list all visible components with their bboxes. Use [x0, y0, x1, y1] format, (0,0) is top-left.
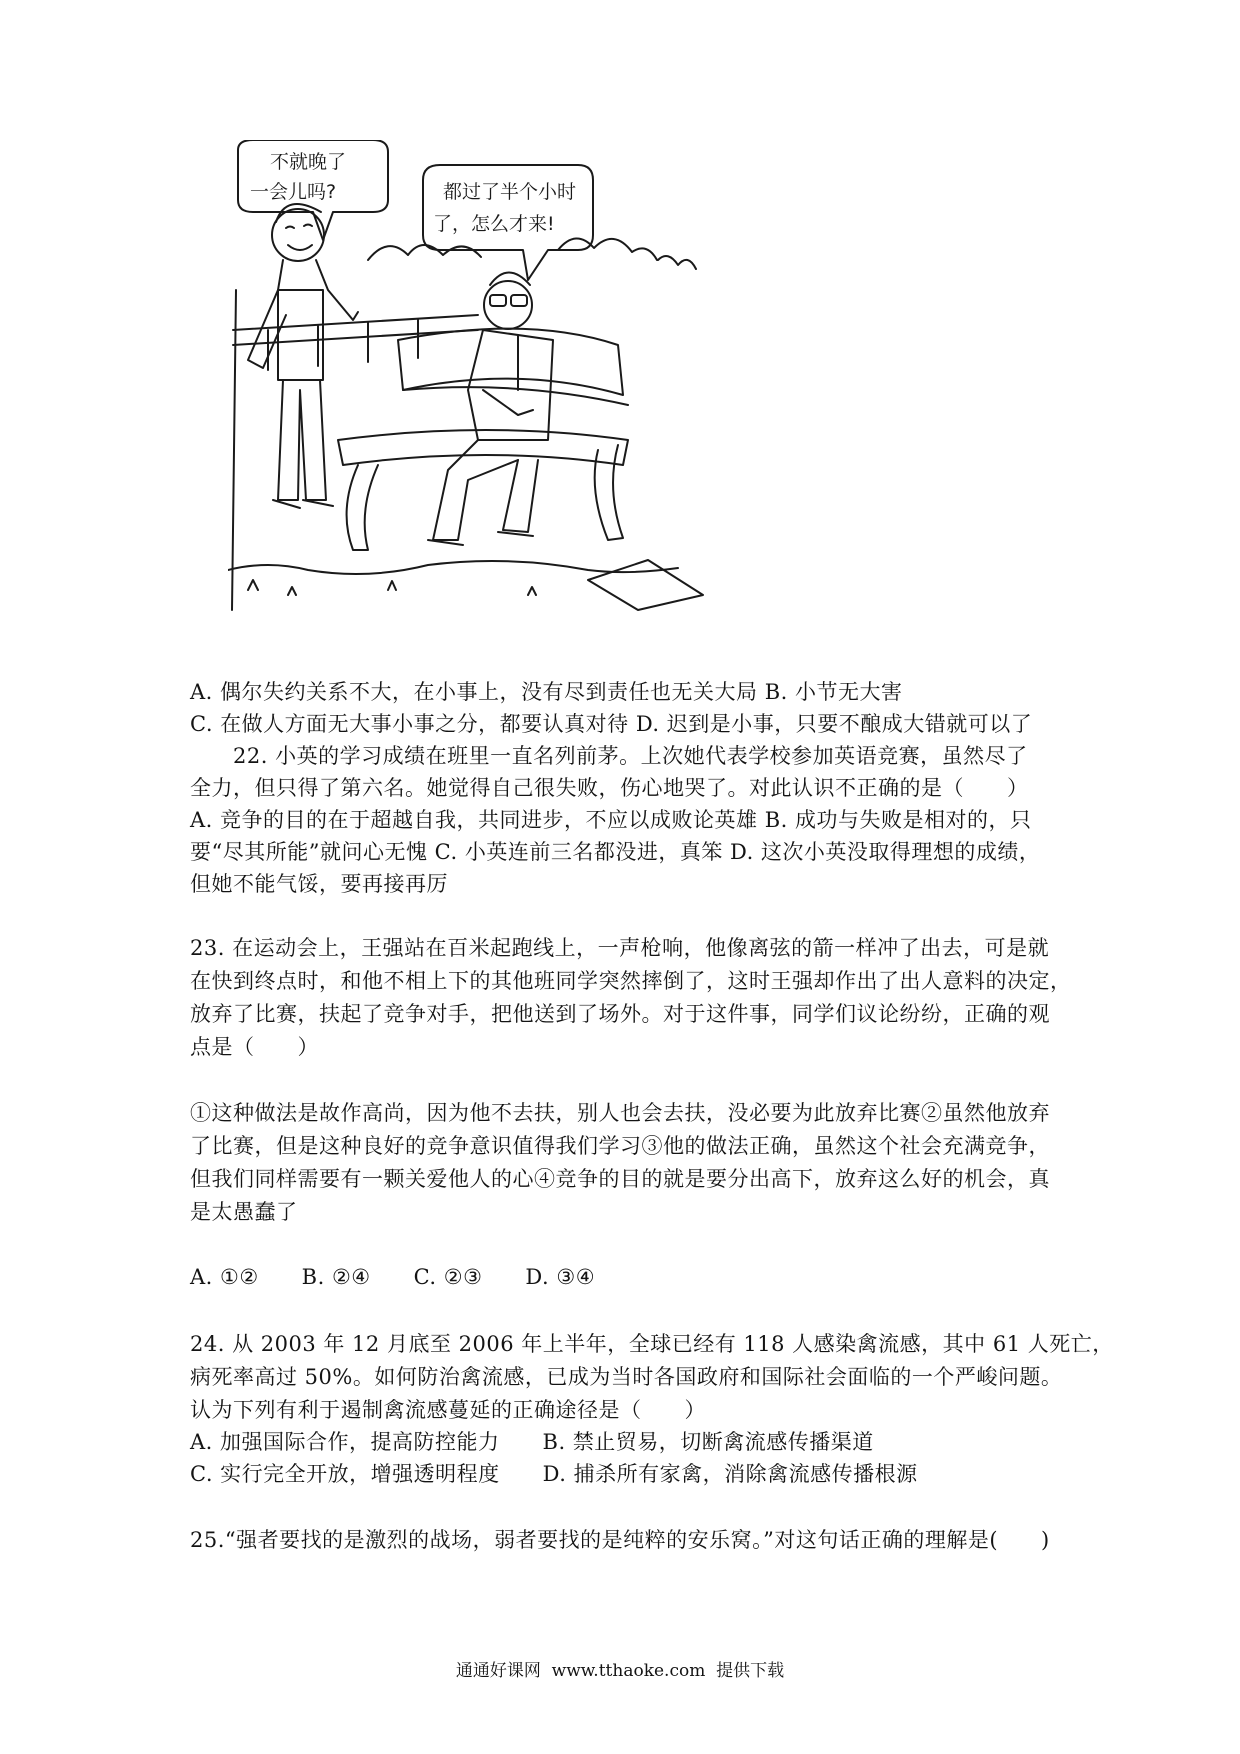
- q24-line1: 24. 从 2003 年 12 月底至 2006 年上半年，全球已经有 118 人感染禽流感，其中 61 人死亡，: [190, 1332, 1114, 1356]
- cartoon-illustration: [228, 140, 708, 640]
- left-bubble-line2: 一会儿吗?: [250, 181, 337, 203]
- q24-options-ab: A. 加强国际合作，提高防控能力 B. 禁止贸易，切断禽流感传播渠道: [190, 1430, 874, 1454]
- q25-line1: 25.“强者要找的是激烈的战场，弱者要找的是纯粹的安乐窝。”对这句话正确的理解是( ): [190, 1528, 1050, 1552]
- q23-line2: 在快到终点时，和他不相上下的其他班同学突然摔倒了，这时王强却作出了出人意料的决定，: [190, 969, 1072, 993]
- left-bubble-line1: 不就晚了: [270, 151, 347, 173]
- q22-line4: 要“尽其所能”就问心无愧 C. 小英连前三名都没进，真笨 D. 这次小英没取得理想的成绩，: [190, 840, 1041, 864]
- right-bubble-line1: 都过了半个小时: [443, 181, 577, 203]
- q22-line2: 全力，但只得了第六名。她觉得自己很失败，伤心地哭了。对此认识不正确的是（ ）: [190, 776, 1029, 800]
- q23-line3: 放弃了比赛，扶起了竞争对手，把他送到了场外。对于这件事，同学们议论纷纷，正确的观: [190, 1002, 1050, 1026]
- q23-line1: 23. 在运动会上，王强站在百米起跑线上，一声枪响，他像离弦的箭一样冲了出去，可是就: [190, 936, 1050, 960]
- page-footer: 通通好课网 www.tthaoke.com 提供下载: [455, 1661, 785, 1681]
- q23-statement-line2: 了比赛，但是这种良好的竞争意识值得我们学习③他的做法正确，虽然这个社会充满竞争，: [190, 1134, 1050, 1158]
- q23-statement-line4: 是太愚蠢了: [190, 1200, 298, 1224]
- q24-line2: 病死率高过 50%。如何防治禽流感，已成为当时各国政府和国际社会面临的一个严峻问题。: [190, 1365, 1063, 1389]
- q22-line1: 22. 小英的学习成绩在班里一直名列前茅。上次她代表学校参加英语竞赛，虽然尽了: [190, 744, 1028, 768]
- q23-options: A. ①② B. ②④ C. ②③ D. ③④: [190, 1265, 596, 1289]
- q24-options-cd: C. 实行完全开放，增强透明程度 D. 捕杀所有家禽，消除禽流感传播根源: [190, 1462, 918, 1486]
- q23-statement-line1: ①这种做法是故作高尚，因为他不去扶，别人也会去扶，没必要为此放弃比赛②虽然他放弃: [190, 1101, 1050, 1125]
- q23-statement-line3: 但我们同样需要有一颗关爱他人的心④竞争的目的就是要分出高下，放弃这么好的机会，真: [190, 1167, 1050, 1191]
- q23-line4: 点是（ ）: [190, 1035, 319, 1059]
- right-bubble-line2: 了，怎么才来!: [433, 213, 555, 235]
- q21-options-line1: A. 偶尔失约关系不大，在小事上，没有尽到责任也无关大局 B. 小节无大害: [190, 680, 903, 704]
- q22-line5: 但她不能气馁，要再接再厉: [190, 872, 448, 896]
- q21-options-line2: C. 在做人方面无大事小事之分，都要认真对待 D. 迟到是小事，只要不酿成大错就可以了: [190, 712, 1033, 736]
- q24-line3: 认为下列有利于遏制禽流感蔓延的正确途径是（ ）: [190, 1398, 706, 1422]
- q22-line3: A. 竞争的目的在于超越自我，共同进步，不应以成败论英雄 B. 成功与失败是相对的，只: [190, 808, 1032, 832]
